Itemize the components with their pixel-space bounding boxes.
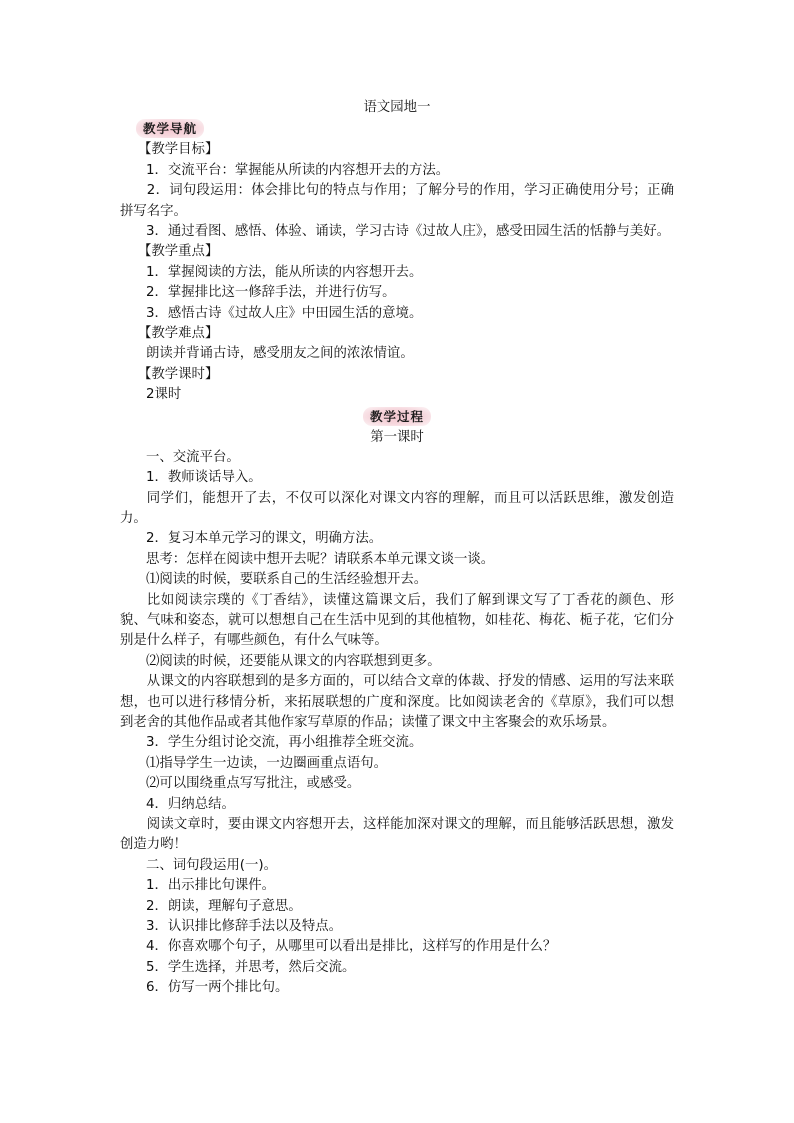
paragraph: 从课文的内容联想到的是多方面的，可以结合文章的体裁、抒发的情感、运用的写法来联想，也可以进行移情分析，来拓展联想的广度和深度。比如阅读老舍的《草原》，我们可以想到老舍的其他作品或者其他作家写草原的作品；读懂了课文中主客聚会的欢乐场景。 [120,674,674,731]
step-item: 6．仿写一两个排比句。 [146,980,289,996]
step-item: 2．朗读，理解句子意思。 [146,898,302,914]
hours-header: 【教学课时】 [138,366,219,382]
goal-item: 3．通过看图、感悟、体验、诵读，学习古诗《过故人庄》，感受田园生活的恬静与美好。 [146,223,671,239]
step-item: 4．你喜欢哪个句子，从哪里可以看出是排比，这样写的作用是什么？ [146,939,557,955]
sub-item: ⑴阅读的时候，要联系自己的生活经验想开去。 [146,572,428,588]
teaching-process-banner: 教学过程 [363,407,431,426]
step-item: 2．复习本单元学习的课文，明确方法。 [146,531,383,547]
document-body [120,98,674,999]
key-points-header: 【教学重点】 [138,244,219,260]
paragraph: 比如阅读宗璞的《丁香结》，读懂这篇课文后，我们了解到课文写了丁香花的颜色、形貌、气味和姿态，就可以想想自己在生活中见到的其他植物，如桂花、梅花、栀子花，它们分别是什么样子，有哪些颜色，有什么气味等。 [120,592,674,649]
difficulty-header: 【教学难点】 [138,325,219,341]
lesson-heading: 第一课时 [370,429,424,445]
key-point-item: 2．掌握排比这一修辞手法，并进行仿写。 [146,285,396,301]
step-item: 3．学生分组讨论交流，再小组推荐全班交流。 [146,735,423,751]
sub-item: ⑵阅读的时候，还要能从课文的内容联想到更多。 [146,653,441,669]
step-item: 3．认识排比修辞手法以及特点。 [146,919,342,935]
sub-item: ⑵可以围绕重点写写批注，或感受。 [146,776,361,792]
step-item: 4．归纳总结。 [146,796,235,812]
step-item: 1．教师谈话导入。 [146,470,262,486]
paragraph: 同学们，能想开了去，不仅可以深化对课文内容的理解，而且可以活跃思维，激发创造力。 [120,490,674,527]
key-point-item: 1．掌握阅读的方法，能从所读的内容想开去。 [146,264,423,280]
doc-title: 语文园地一 [363,100,431,115]
think-question: 思考：怎样在阅读中想开去呢？请联系本单元课文谈一谈。 [146,551,495,567]
sub-item: ⑴指导学生一边读，一边圈画重点语句。 [146,755,388,771]
difficulty-item: 朗读并背诵古诗，感受朋友之间的浓浓情谊。 [146,346,414,362]
section-heading: 一、交流平台。 [146,449,240,465]
key-point-item: 3．感悟古诗《过故人庄》中田园生活的意境。 [146,305,423,321]
nav-banner-row [120,118,674,140]
teaching-nav-banner: 教学导航 [136,119,204,138]
goals-header: 【教学目标】 [138,142,219,158]
step-item: 1．出示排比句课件。 [146,878,276,894]
section-heading: 二、词句段运用(一)。 [146,857,277,873]
paragraph: 阅读文章时，要由课文内容想开去，这样能加深对课文的理解，而且能够活跃思想，激发创造力哟！ [120,817,674,853]
goal-item: 1．交流平台：掌握能从所读的内容想开去的方法。 [146,162,450,178]
hours-value: 2课时 [146,387,182,403]
process-banner-row [120,406,674,428]
goal-item: 2．词句段运用：体会排比句的特点与作用；了解分号的作用，学习正确使用分号；正确拼写名字。 [120,183,674,219]
step-item: 5．学生选择，并思考，然后交流。 [146,959,356,975]
